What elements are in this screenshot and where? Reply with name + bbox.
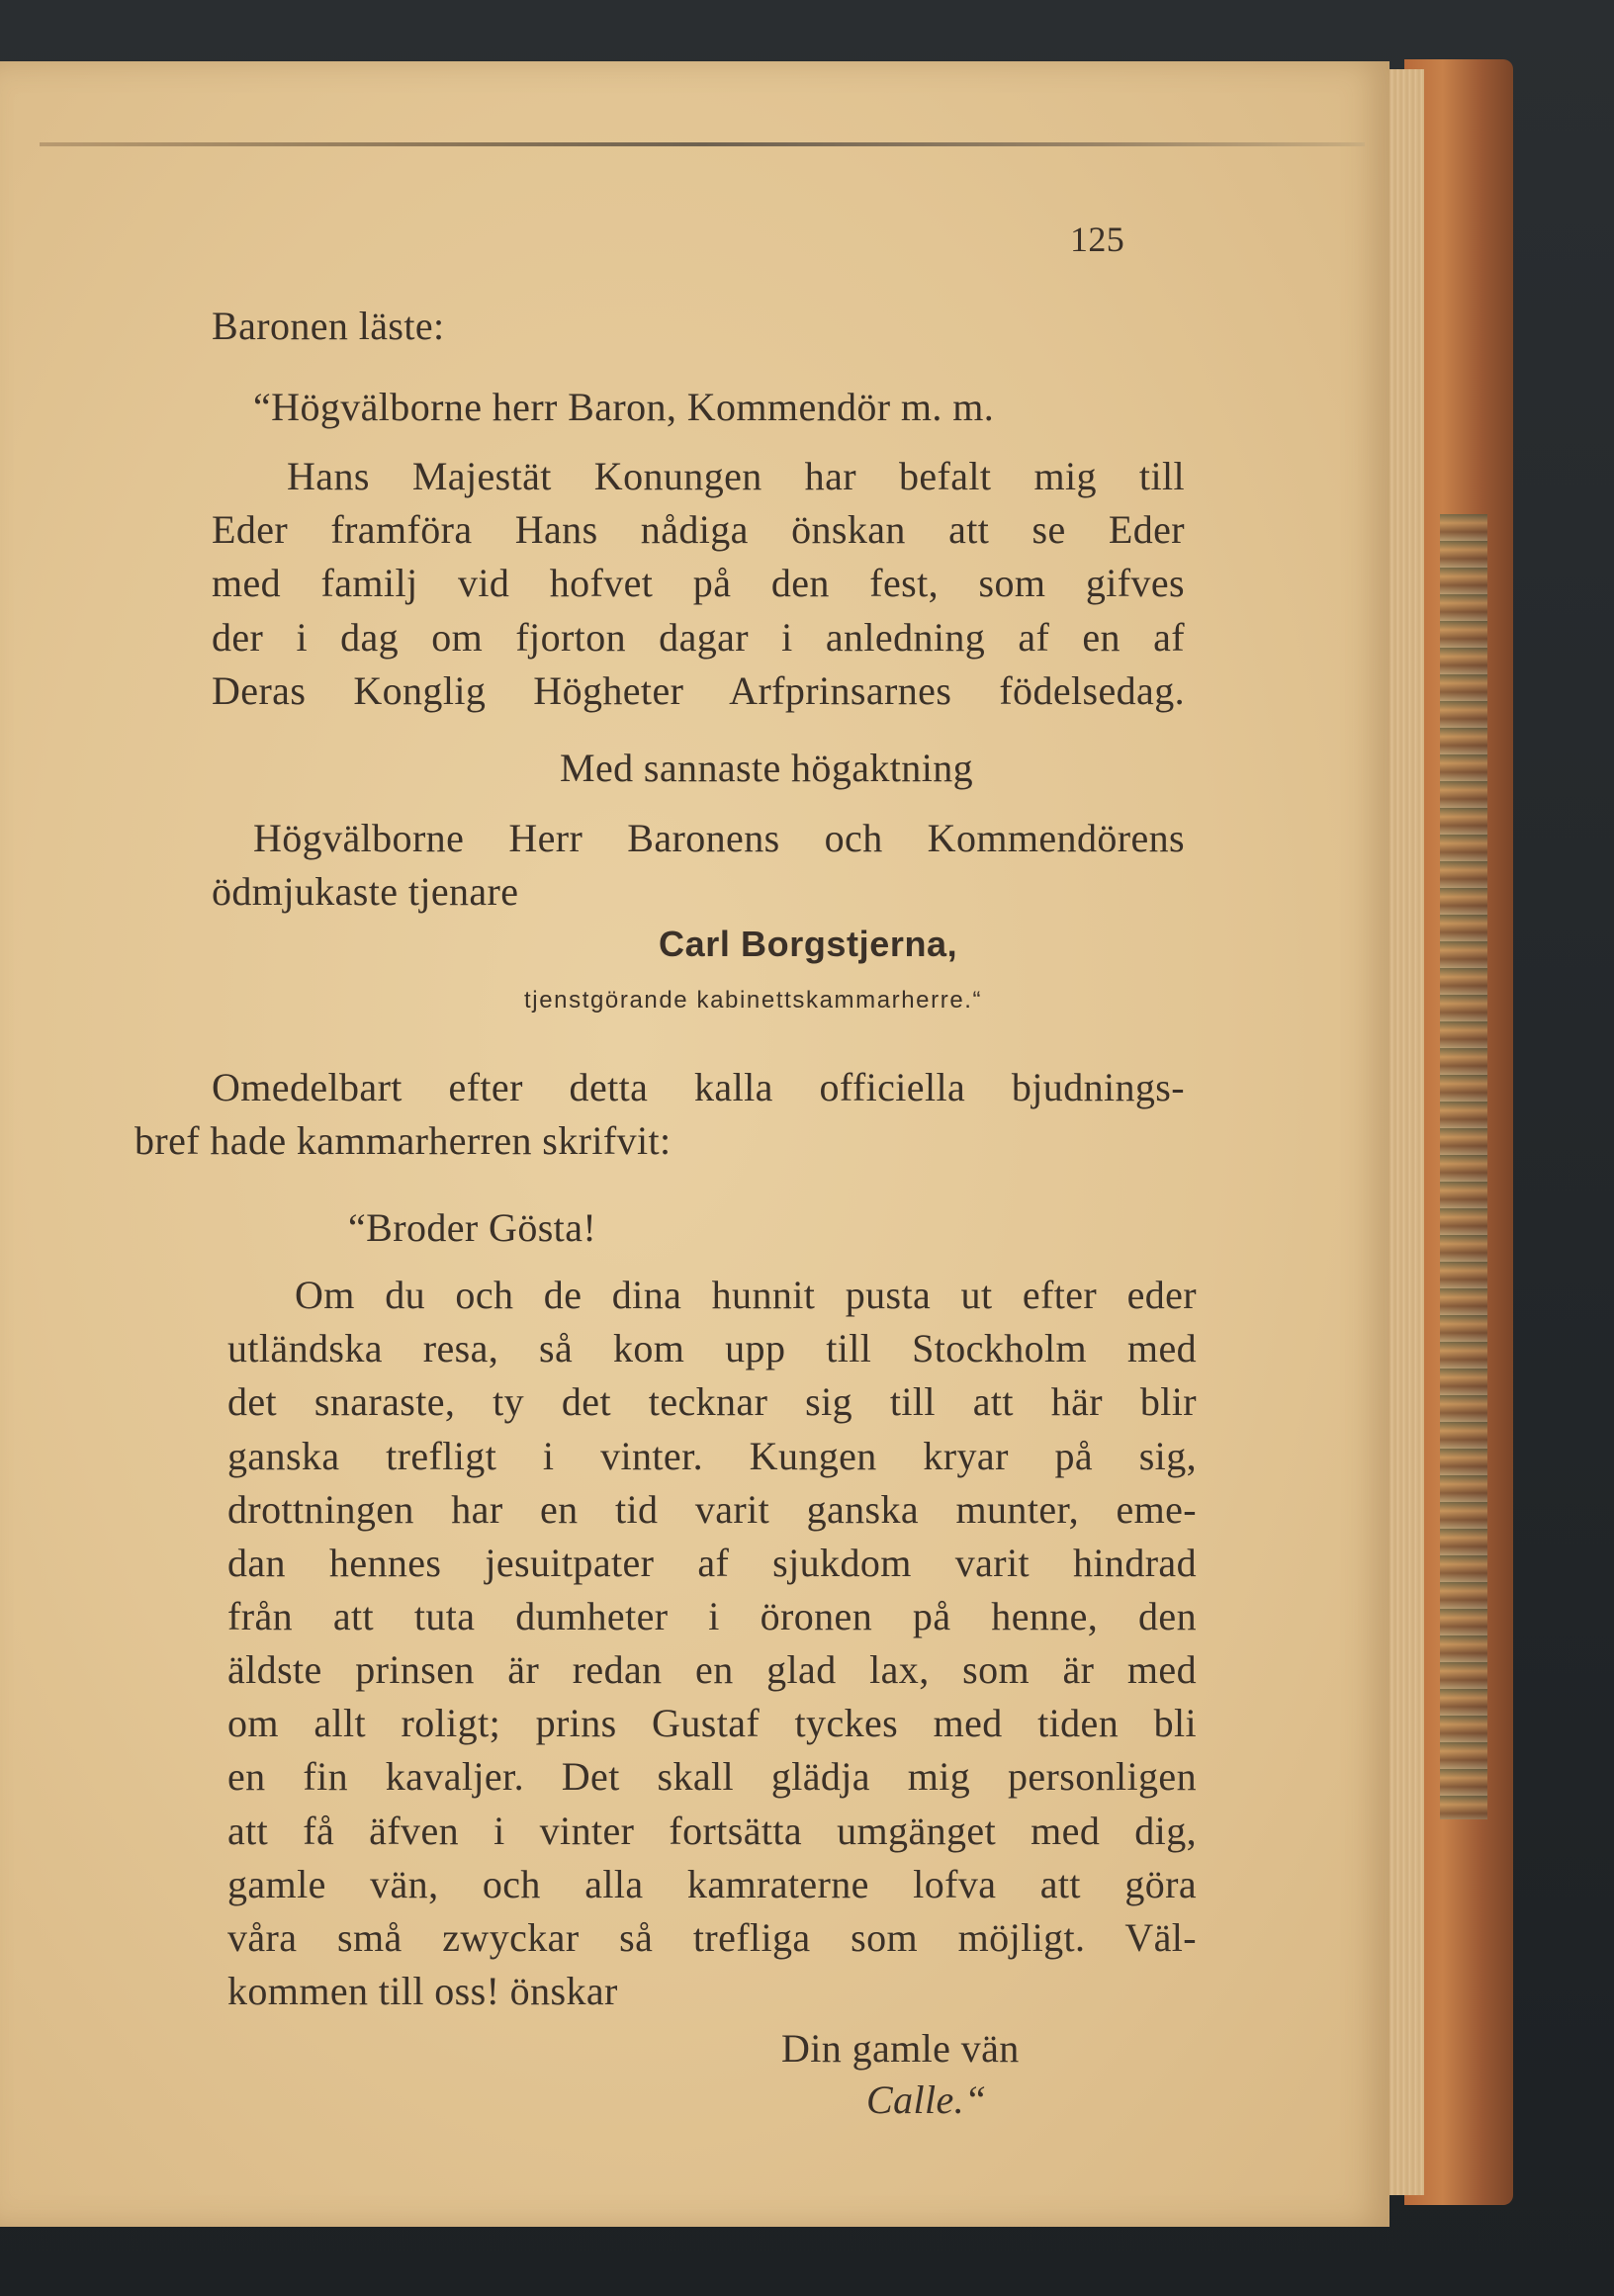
narration-line: Omedelbart efter detta kalla officiella bjudnings- — [212, 1065, 1185, 1109]
letter1-closing: Högvälborne Herr Baronens och Kommendörens — [253, 816, 1185, 860]
letter2-line: drottningen har en tid varit ganska munter, eme- — [227, 1487, 1197, 1532]
letter2-line: att få äfven i vinter fortsätta umgänget med dig, — [227, 1809, 1197, 1853]
letter2-signature: Calle.“ — [866, 2077, 987, 2122]
letter1-signature: Carl Borgstjerna, — [659, 924, 958, 964]
intro-line: Baronen läste: — [212, 304, 445, 348]
letter2-line: kommen till oss! önskar — [227, 1969, 618, 2013]
letter2-line: ganska trefligt i vinter. Kungen kryar på sig, — [227, 1434, 1197, 1478]
letter2-line: äldste prinsen är redan en glad lax, som är med — [227, 1647, 1197, 1692]
letter1-closing: Med sannaste högaktning — [560, 746, 974, 790]
letter1-signature-title: tjenstgörande kabinettskammarherre.“ — [524, 987, 983, 1014]
letter2-line: våra små zwyckar så trefliga som möjligt. Väl- — [227, 1915, 1197, 1960]
letter1-line: Hans Majestät Konungen har befalt mig till — [287, 454, 1185, 498]
letter2-closing: Din gamle vän — [781, 2026, 1020, 2071]
letter2-line: det snaraste, ty det tecknar sig till att här blir — [227, 1379, 1197, 1424]
letter2-line: från att tuta dumheter i öronen på henne, den — [227, 1594, 1197, 1638]
letter2-line: en fin kavaljer. Det skall glädja mig personligen — [227, 1754, 1197, 1799]
letter2-line: om allt roligt; prins Gustaf tyckes med tiden bli — [227, 1701, 1197, 1745]
letter2-line: dan hennes jesuitpater af sjukdom varit hindrad — [227, 1541, 1197, 1585]
letter1-line: Eder framföra Hans nådiga önskan att se Eder — [212, 507, 1185, 552]
letter2-salutation: “Broder Gösta! — [348, 1205, 597, 1250]
letter1-salutation: “Högvälborne herr Baron, Kommendör m. m. — [253, 385, 995, 429]
marbled-edge — [1440, 514, 1487, 1819]
letter1-line: med familj vid hofvet på den fest, som gifves — [212, 561, 1185, 605]
letter2-line: utländska resa, så kom upp till Stockholm med — [227, 1326, 1197, 1370]
book-page — [0, 61, 1390, 2227]
page-text — [0, 61, 1390, 2227]
letter1-line: der i dag om fjorton dagar i anledning af en af — [212, 615, 1185, 660]
page-number: 125 — [1070, 220, 1125, 259]
narration-line: bref hade kammarherren skrifvit: — [134, 1118, 672, 1163]
letter2-line: gamle vän, och alla kamraterne lofva att göra — [227, 1862, 1197, 1906]
letter1-line: Deras Konglig Högheter Arfprinsarnes födelsedag. — [212, 668, 1185, 713]
letter1-closing: ödmjukaste tjenare — [212, 869, 519, 914]
letter2-line: Om du och de dina hunnit pusta ut efter eder — [295, 1273, 1197, 1317]
